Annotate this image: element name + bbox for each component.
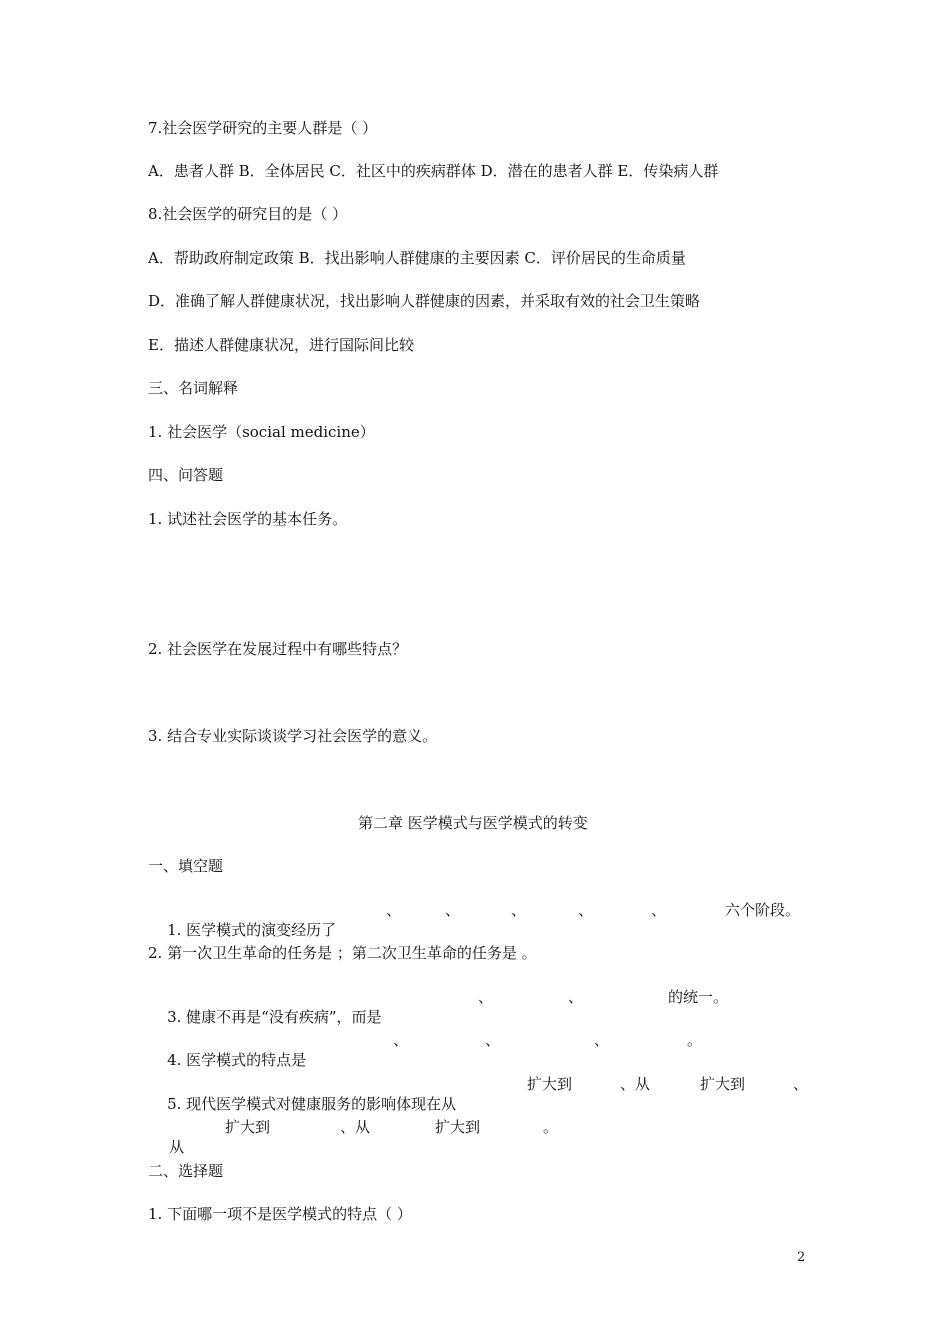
fill-5-expand: 扩大到 [700,1075,746,1093]
fill-4-text: 4. 医学模式的特点是 [167,1051,307,1069]
fill-3-text: 3. 健康不再是“没有疾病”，而是 [167,1008,382,1026]
section-heading-choice: 二、选择题 [148,1162,224,1180]
fill-5b-end: 。 [543,1118,559,1136]
qa-question-1: 1. 试述社会医学的基本任务。 [148,510,348,528]
fill-1-end: 六个阶段。 [725,901,801,919]
fill-1-separator: 、 [386,901,402,919]
fill-4-end: 。 [687,1031,703,1049]
page-number: 2 [797,1250,806,1265]
fill-4-separator: 、 [594,1031,610,1049]
fill-5b-from: 、从 [340,1118,371,1136]
qa-question-2: 2. 社会医学在发展过程中有哪些特点？ [148,640,408,658]
fill-3-separator: 、 [568,988,584,1006]
fill-5b-from: 从 [169,1138,185,1156]
section-heading-fill-in: 一、填空题 [148,857,224,875]
fill-5b-expand: 扩大到 [225,1118,271,1136]
fill-question-5 [148,1074,809,1214]
fill-5-trail: 、 [793,1075,809,1093]
fill-1-separator: 、 [651,901,667,919]
fill-5-expand: 扩大到 [527,1075,573,1093]
qa-question-3: 3. 结合专业实际谈谈学习社会医学的意义。 [148,727,438,745]
section-heading-term-definition: 三、名词解释 [148,379,239,397]
fill-1-separator: 、 [578,901,594,919]
fill-1-separator: 、 [511,901,527,919]
section-heading-qa: 四、问答题 [148,466,224,484]
question-8-options-line1: A．帮助政府制定政策 B．找出影响人群健康的主要因素 C．评价居民的生命质量 [148,249,686,267]
fill-4-separator: 、 [485,1031,501,1049]
fill-3-separator: 、 [478,988,494,1006]
term-1: 1. 社会医学（social medicine） [148,423,375,441]
fill-4-separator: 、 [393,1031,409,1049]
choice-question-1: 1. 下面哪一项不是医学模式的特点（ ） [148,1205,412,1223]
fill-question-2: 2. 第一次卫生革命的任务是 ；第二次卫生革命的任务是 。 [148,944,537,962]
chapter-title: 第二章 医学模式与医学模式的转变 [358,814,588,832]
question-8: 8.社会医学的研究目的是（ ） [148,205,348,223]
question-7-options: A．患者人群 B．全体居民 C．社区中的疾病群体 D．潜在的患者人群 E．传染病人群 [148,162,719,180]
fill-1-separator: 、 [445,901,461,919]
fill-5b-expand: 扩大到 [435,1118,481,1136]
question-8-options-line2: D．准确了解人群健康状况，找出影响人群健康的因素，并采取有效的社会卫生策略 [148,292,701,310]
fill-1-text: 1. 医学模式的演变经历了 [167,921,337,939]
question-8-options-line3: E．描述人群健康状况，进行国际间比较 [148,336,414,354]
fill-5-text: 5. 现代医学模式对健康服务的影响体现在从 [167,1095,457,1113]
question-7: 7.社会医学研究的主要人群是（ ） [148,119,378,137]
fill-5-from: 、从 [620,1075,651,1093]
fill-3-end: 的统一。 [668,988,729,1006]
